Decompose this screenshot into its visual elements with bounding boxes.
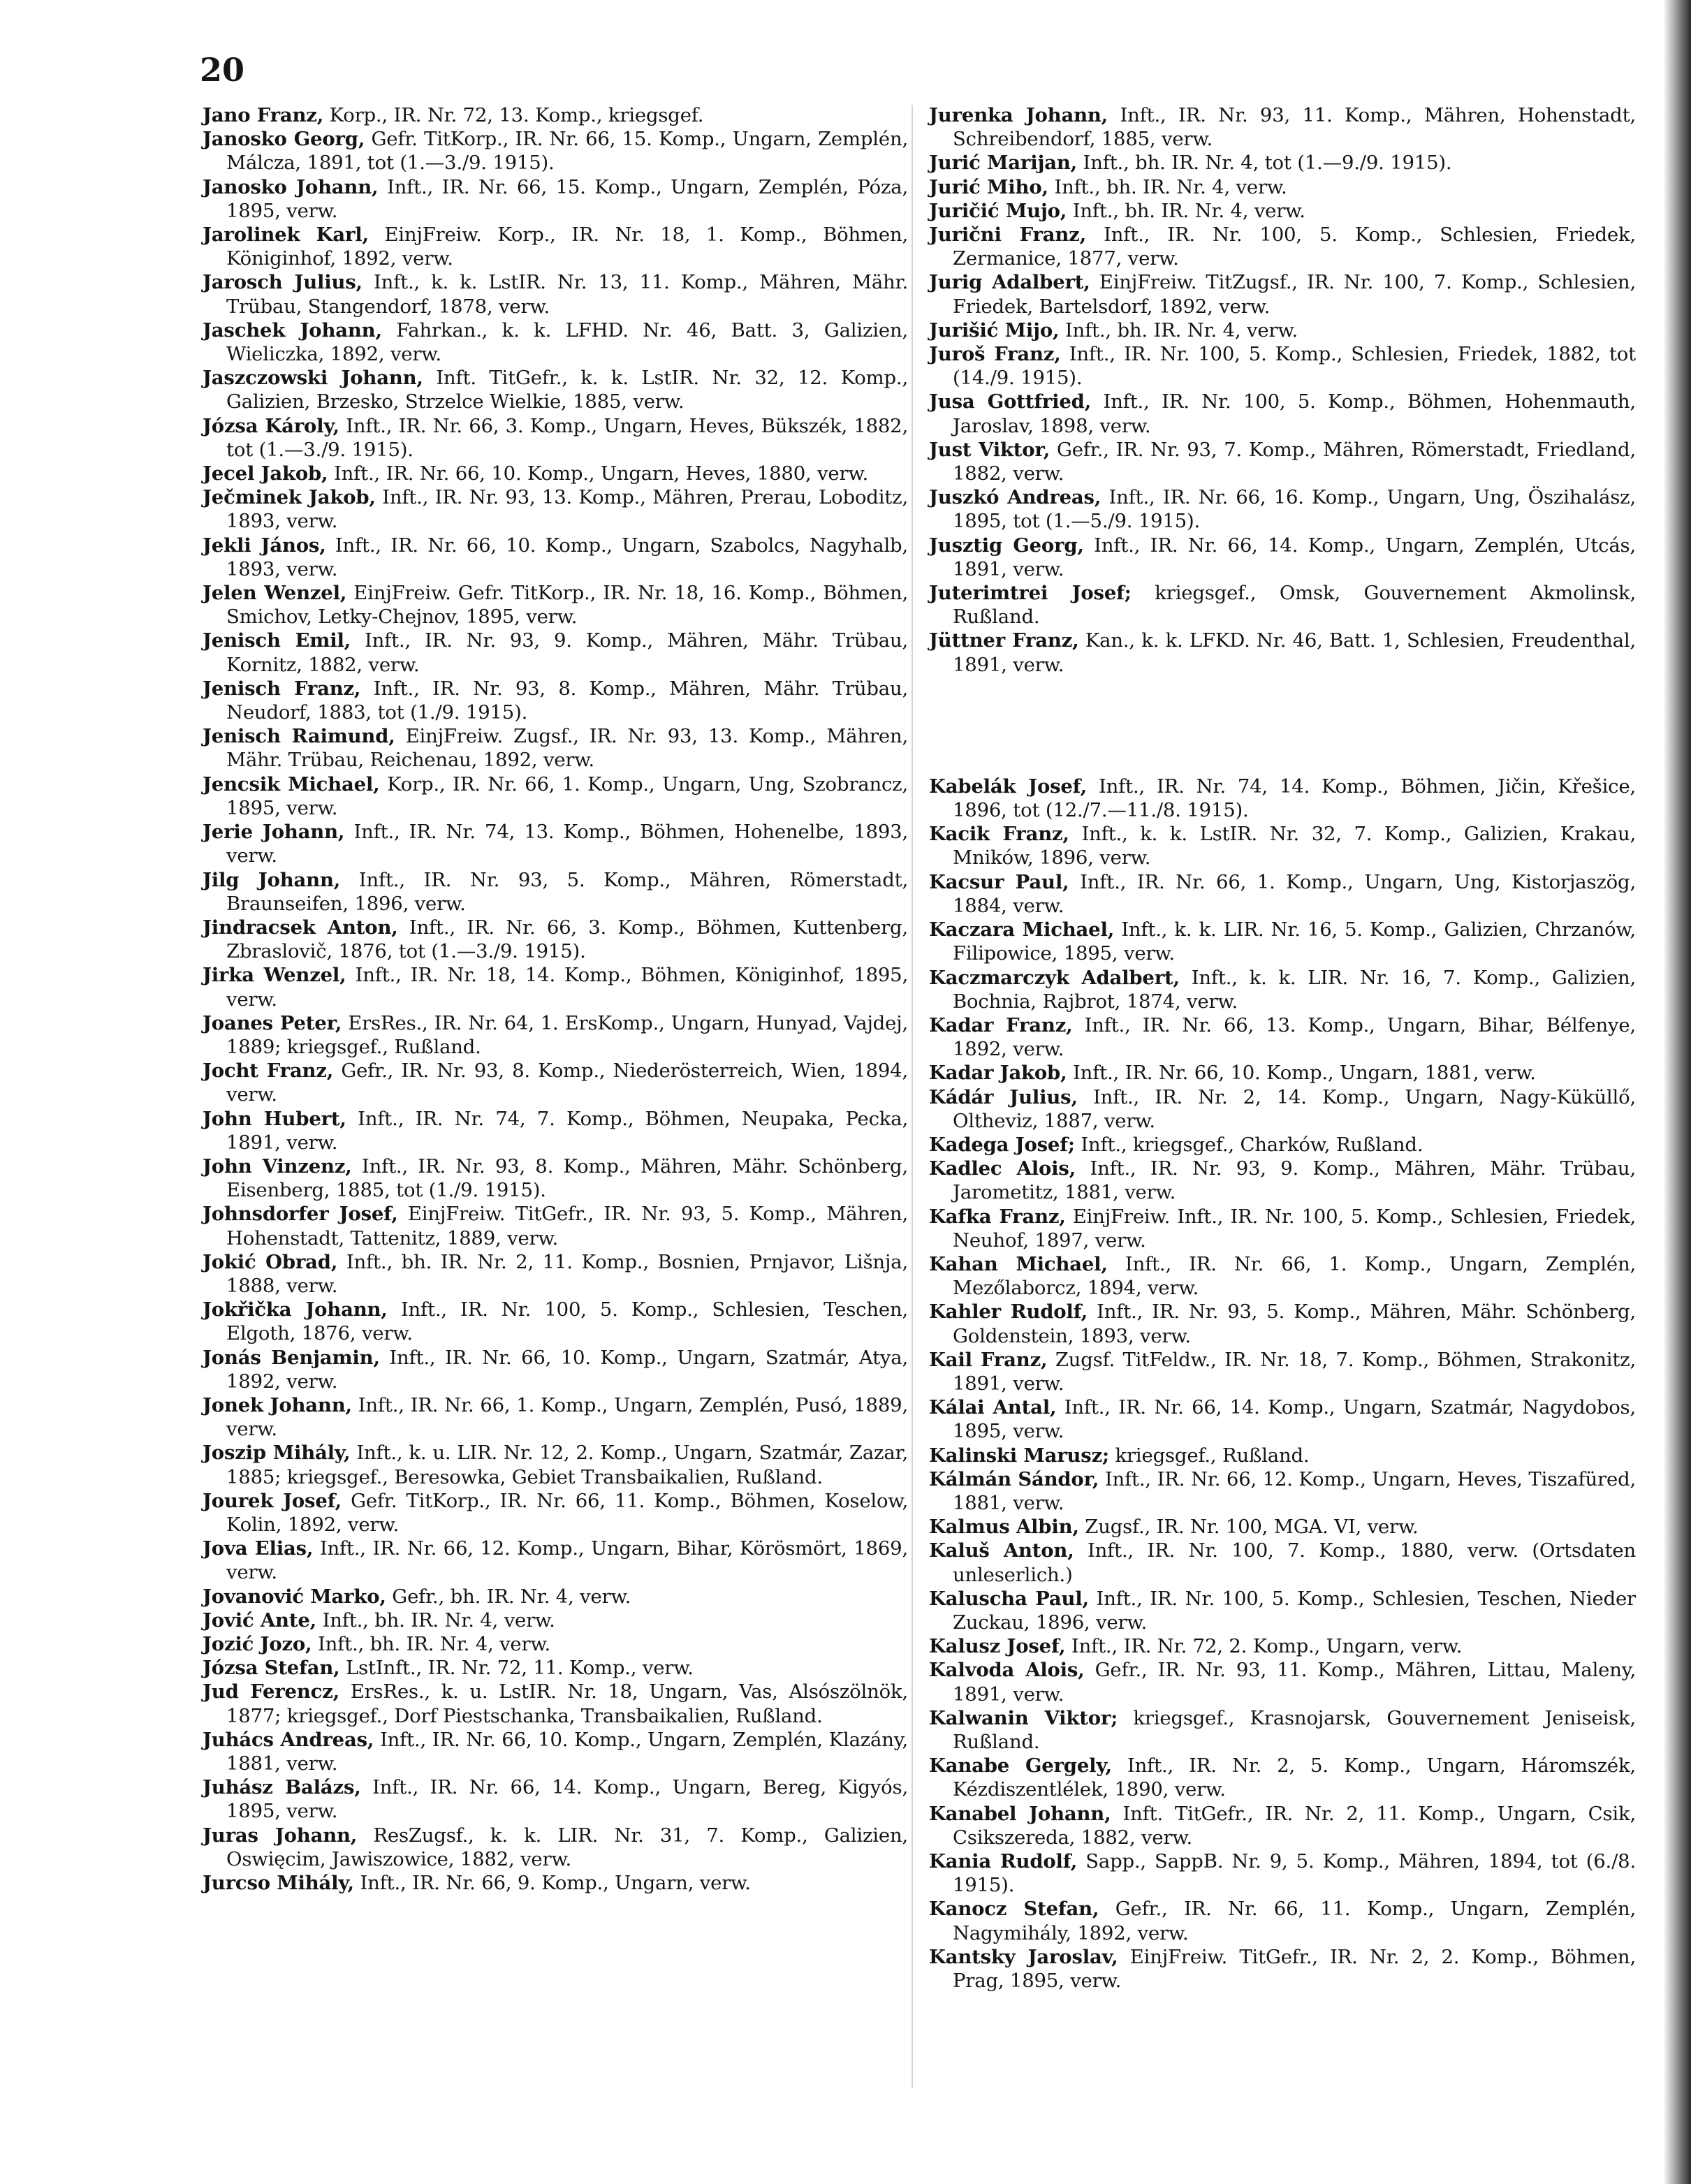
- entry-name: Just Viktor,: [929, 438, 1051, 461]
- register-entry: [929, 870, 1636, 918]
- register-entry: [203, 270, 908, 318]
- page-number: 20: [200, 51, 245, 89]
- entry-details: Inft., k. k. LstIR. Nr. 32, 7. Komp., Galizien, Krakau, Mników, 1896, verw.: [953, 823, 1637, 870]
- register-entry: [203, 103, 908, 127]
- entry-details: Inft., bh. IR. Nr. 4, verw.: [1054, 175, 1287, 198]
- entry-details: Gefr., IR. Nr. 93, 11. Komp., Mähren, Littau, Maleny, 1891, verw.: [953, 1659, 1636, 1706]
- entry-name: Józsa Károly,: [203, 414, 339, 437]
- entry-details: Inft., IR. Nr. 66, 15. Komp., Ungarn, Zemplén, Póza, 1895, verw.: [226, 175, 908, 222]
- register-entry: [929, 966, 1636, 1013]
- entry-details: LstInft., IR. Nr. 72, 11. Komp., verw.: [346, 1657, 694, 1680]
- entry-details: EinjFreiw. Zugsf., IR. Nr. 93, 13. Komp., Mähren, Mähr. Trübau, Reichenau, 1892, verw.: [226, 725, 909, 772]
- register-entry: [203, 1250, 908, 1298]
- entry-name: Joanes Peter,: [203, 1011, 342, 1034]
- register-entry: [929, 534, 1636, 581]
- register-entry: [203, 127, 908, 175]
- entry-details: Inft., bh. IR. Nr. 4, verw.: [317, 1633, 551, 1655]
- entry-name: Kaczara Michael,: [929, 918, 1115, 941]
- entry-details: Inft., IR. Nr. 93, 9. Komp., Mähren, Mähr. Trübau, Kornitz, 1882, verw.: [226, 629, 908, 676]
- entry-details: Inft., k. k. LIR. Nr. 16, 5. Komp., Galizien, Chrzanów, Filipowice, 1895, verw.: [953, 918, 1637, 965]
- entry-details: Fahrkan., k. k. LFHD. Nr. 46, Batt. 3, Galizien, Wieliczka, 1892, verw.: [226, 318, 908, 366]
- entry-name: Jaszczowski Johann,: [203, 367, 423, 390]
- register-entry: [929, 342, 1636, 390]
- entry-name: Kadlec Alois,: [929, 1157, 1076, 1180]
- register-entry: [203, 485, 908, 533]
- entry-details: Inft., IR. Nr. 74, 13. Komp., Böhmen, Hohenelbe, 1893, verw.: [226, 821, 908, 867]
- register-entry: [929, 199, 1636, 223]
- entry-details: Zugsf., IR. Nr. 100, MGA. VI, verw.: [1085, 1516, 1419, 1539]
- register-entry: [929, 1348, 1636, 1395]
- register-entry: [203, 1871, 908, 1895]
- register-entry: [929, 1634, 1636, 1658]
- entry-name: Kálai Antal,: [929, 1396, 1057, 1419]
- register-entry: [929, 175, 1636, 199]
- entry-name: Kabelák Josef,: [929, 775, 1088, 798]
- entry-name: Kantsky Jaroslav,: [929, 1945, 1118, 1968]
- register-entry: [929, 1157, 1636, 1204]
- register-entry: [929, 1252, 1636, 1300]
- left-column: [203, 103, 908, 1895]
- entry-name: Józsa Stefan,: [203, 1657, 340, 1680]
- entry-details: Inft., k. k. LstIR. Nr. 13, 11. Komp., Mähren, Mähr. Trübau, Stangendorf, 1878, verw.: [226, 271, 909, 318]
- register-entry: [203, 1489, 908, 1537]
- register-entry: [203, 175, 908, 223]
- register-entry: [203, 1728, 908, 1775]
- register-entry: [929, 438, 1636, 485]
- entry-details: EinjFreiw. Korp., IR. Nr. 18, 1. Komp., Böhmen, Königinhof, 1892, verw.: [226, 223, 908, 270]
- entry-name: Jud Ferencz,: [203, 1680, 339, 1703]
- entry-name: John Hubert,: [203, 1107, 346, 1130]
- page-edge-shadow: [1663, 0, 1691, 2184]
- entry-details: Inft., k. k. LIR. Nr. 16, 7. Komp., Galizien, Bochnia, Rajbrot, 1874, verw.: [953, 966, 1637, 1013]
- register-entry: [203, 629, 908, 676]
- entry-details: Inft., bh. IR. Nr. 4, verw.: [1064, 318, 1298, 342]
- register-entry: [203, 1585, 908, 1608]
- register-entry: [929, 270, 1636, 318]
- entry-details: Inft., IR. Nr. 66, 9. Komp., Ungarn, verw.: [360, 1872, 751, 1895]
- register-entry: [929, 1133, 1636, 1157]
- entry-name: Jurišić Mijo,: [929, 318, 1060, 342]
- entry-details: Gefr. TitKorp., IR. Nr. 66, 15. Komp., Ungarn, Zemplén, Málcza, 1891, tot (1.—3./9. 1915).: [226, 128, 908, 175]
- register-entry: [929, 318, 1636, 342]
- entry-details: Inft., IR. Nr. 93, 11. Komp., Mähren, Hohenstadt, Schreibendorf, 1885, verw.: [953, 104, 1636, 151]
- entry-details: Inft., IR. Nr. 100, 5. Komp., Schlesien, Friedek, 1882, tot (14./9. 1915).: [953, 343, 1636, 390]
- entry-details: Kan., k. k. LFKD. Nr. 46, Batt. 1, Schlesien, Freudenthal, 1891, verw.: [953, 629, 1637, 676]
- entry-details: Inft., IR. Nr. 66, 14. Komp., Ungarn, Bereg, Kigyós, 1895, verw.: [226, 1776, 908, 1823]
- entry-name: Jonek Johann,: [203, 1393, 352, 1416]
- entry-name: Juterimtrei Josef;: [929, 582, 1132, 605]
- register-entry: [929, 1061, 1636, 1085]
- entry-details: Inft., IR. Nr. 93, 8. Komp., Mähren, Mähr. Schönberg, Eisenberg, 1885, tot (1./9. 1915).: [226, 1155, 908, 1202]
- register-entry: [203, 534, 908, 581]
- entry-name: Jencsik Michael,: [203, 772, 380, 796]
- register-entry: [203, 1059, 908, 1106]
- entry-name: Jekli János,: [203, 534, 326, 557]
- entry-name: Jusztig Georg,: [929, 534, 1084, 557]
- entry-name: Jurig Adalbert,: [929, 271, 1090, 294]
- entry-details: Inft., IR. Nr. 100, 5. Komp., Schlesien, Teschen, Nieder Zuckau, 1896, verw.: [953, 1587, 1637, 1634]
- register-entry: [929, 1658, 1636, 1706]
- register-entry: [929, 1587, 1636, 1634]
- entry-name: Jenisch Franz,: [203, 677, 361, 700]
- entry-details: Inft., IR. Nr. 93, 5. Komp., Mähren, Mähr. Schönberg, Goldenstein, 1893, verw.: [953, 1300, 1637, 1347]
- register-entry: [929, 1300, 1636, 1347]
- register-entry: [929, 1085, 1636, 1133]
- entry-details: Inft., IR. Nr. 2, 14. Komp., Ungarn, Nagy-Küküllő, Oltheviz, 1887, verw.: [953, 1085, 1636, 1132]
- register-entry: [203, 916, 908, 963]
- entry-details: Inft., k. u. LIR. Nr. 12, 2. Komp., Ungarn, Szatmár, Zazar, 1885; kriegsgef., Beresowka, Gebiet Transbaikalien, Rußland.: [226, 1442, 908, 1488]
- entry-name: Kacik Franz,: [929, 823, 1069, 846]
- entry-details: Inft., IR. Nr. 100, 5. Komp., Böhmen, Hohenmauth, Jaroslav, 1898, verw.: [953, 390, 1636, 437]
- entry-name: Jurić Miho,: [929, 175, 1048, 198]
- register-entry: [203, 1011, 908, 1059]
- entry-name: Jaschek Johann,: [203, 318, 382, 342]
- register-entry: [929, 1539, 1636, 1586]
- entry-details: Gefr., IR. Nr. 93, 7. Komp., Mähren, Römerstadt, Friedland, 1882, verw.: [953, 438, 1637, 485]
- entry-details: Inft., IR. Nr. 66, 13. Komp., Ungarn, Bihar, Bélfenye, 1892, verw.: [953, 1013, 1636, 1061]
- entry-details: EinjFreiw. Gefr. TitKorp., IR. Nr. 18, 16. Komp., Böhmen, Smichov, Letky-Chejnov, 1895, verw.: [226, 582, 909, 629]
- register-entry: [929, 1205, 1636, 1252]
- register-entry: [203, 1775, 908, 1823]
- entry-details: Inft., IR. Nr. 66, 12. Komp., Ungarn, Bihar, Körösmört, 1869, verw.: [226, 1537, 908, 1584]
- entry-details: EinjFreiw. TitGefr., IR. Nr. 93, 5. Komp., Mähren, Hohenstadt, Tattenitz, 1889, verw.: [226, 1203, 908, 1249]
- entry-name: Kanocz Stefan,: [929, 1898, 1099, 1921]
- entry-name: Kanabel Johann,: [929, 1802, 1111, 1825]
- entry-name: Juričić Mujo,: [929, 199, 1067, 222]
- entry-name: Jozić Jozo,: [203, 1633, 312, 1655]
- register-entry: [929, 1013, 1636, 1061]
- entry-name: Jano Franz,: [203, 104, 324, 126]
- entry-details: Gefr., IR. Nr. 93, 8. Komp., Niederösterreich, Wien, 1894, verw.: [226, 1060, 908, 1106]
- register-entry: [929, 1849, 1636, 1897]
- register-entry: [203, 1608, 908, 1632]
- register-entry: [929, 775, 1636, 822]
- column-divider: [912, 105, 913, 2088]
- entry-name: Jelen Wenzel,: [203, 582, 347, 605]
- register-entry: [203, 1537, 908, 1584]
- register-entry: [203, 724, 908, 772]
- entry-details: Gefr., bh. IR. Nr. 4, verw.: [392, 1585, 631, 1608]
- register-entry: [203, 1202, 908, 1249]
- register-entry: [929, 1706, 1636, 1754]
- entry-details: Inft., bh. IR. Nr. 4, verw.: [322, 1608, 555, 1632]
- entry-details: EinjFreiw. TitZugsf., IR. Nr. 100, 7. Komp., Schlesien, Friedek, Bartelsdorf, 1892, verw.: [953, 271, 1636, 318]
- entry-name: Kaluscha Paul,: [929, 1587, 1089, 1610]
- entry-details: Inft., IR. Nr. 66, 3. Komp., Ungarn, Heves, Bükszék, 1882, tot (1.—3./9. 1915).: [226, 414, 909, 461]
- register-entry: [203, 318, 908, 366]
- register-entry: [929, 151, 1636, 175]
- register-entry: [203, 963, 908, 1011]
- entry-details: Gefr. TitKorp., IR. Nr. 66, 11. Komp., Böhmen, Koselow, Kolin, 1892, verw.: [226, 1489, 908, 1536]
- entry-name: Jonás Benjamin,: [203, 1346, 380, 1369]
- entry-name: Kafka Franz,: [929, 1205, 1066, 1228]
- right-column-j-section: [929, 103, 1636, 677]
- register-entry: [203, 462, 908, 485]
- entry-details: Inft., IR. Nr. 66, 10. Komp., Ungarn, Heves, 1880, verw.: [333, 462, 869, 485]
- entry-name: Jović Ante,: [203, 1608, 317, 1632]
- entry-details: Inft., IR. Nr. 66, 14. Komp., Ungarn, Zemplén, Utcás, 1891, verw.: [953, 534, 1636, 580]
- entry-details: Inft., IR. Nr. 66, 12. Komp., Ungarn, Heves, Tiszafüred, 1881, verw.: [953, 1467, 1637, 1514]
- entry-details: Inft., IR. Nr. 72, 2. Komp., Ungarn, verw.: [1071, 1635, 1463, 1658]
- entry-name: Juroš Franz,: [929, 343, 1061, 366]
- entry-name: Jovanović Marko,: [203, 1585, 386, 1608]
- entry-name: Jocht Franz,: [203, 1060, 334, 1083]
- entry-name: Kadar Franz,: [929, 1013, 1073, 1036]
- entry-name: Kalwanin Viktor;: [929, 1706, 1118, 1729]
- entry-name: Juhács Andreas,: [203, 1728, 374, 1751]
- register-entry: [929, 1802, 1636, 1849]
- entry-name: Kaluš Anton,: [929, 1539, 1074, 1562]
- entry-name: Kádár Julius,: [929, 1085, 1078, 1108]
- entry-details: Inft., IR. Nr. 93, 5. Komp., Mähren, Römerstadt, Braunseifen, 1896, verw.: [226, 868, 908, 915]
- entry-details: ResZugsf., k. k. LIR. Nr. 31, 7. Komp., Galizien, Oswięcim, Jawiszowice, 1882, verw.: [226, 1824, 908, 1870]
- entry-details: Korp., IR. Nr. 72, 13. Komp., kriegsgef.: [329, 104, 704, 126]
- entry-details: Inft., IR. Nr. 66, 16. Komp., Ungarn, Ung, Öszihalász, 1895, tot (1.—5./9. 1915).: [953, 486, 1637, 533]
- entry-name: Kania Rudolf,: [929, 1850, 1078, 1873]
- register-entry: [203, 1393, 908, 1441]
- register-entry: [929, 1444, 1636, 1467]
- entry-details: Sapp., SappB. Nr. 9, 5. Komp., Mähren, 1894, tot (6./8. 1915).: [953, 1850, 1636, 1897]
- register-entry: [203, 581, 908, 629]
- entry-name: Jurični Franz,: [929, 223, 1086, 247]
- register-entry: [929, 1897, 1636, 1944]
- register-entry: [203, 677, 908, 724]
- register-entry: [203, 1632, 908, 1656]
- entry-details: Inft., IR. Nr. 74, 7. Komp., Böhmen, Neupaka, Pecka, 1891, verw.: [226, 1107, 909, 1154]
- entry-details: ErsRes., IR. Nr. 64, 1. ErsKomp., Ungarn, Hunyad, Vajdej, 1889; kriegsgef., Rußland.: [226, 1011, 908, 1058]
- entry-details: Inft., IR. Nr. 66, 1. Komp., Ungarn, Ung, Kistorjaszög, 1884, verw.: [953, 870, 1636, 917]
- entry-name: Jindracsek Anton,: [203, 916, 398, 939]
- entry-name: Jokić Obrad,: [203, 1250, 338, 1273]
- entry-name: Kalvoda Alois,: [929, 1659, 1085, 1682]
- entry-name: Jenisch Raimund,: [203, 725, 395, 748]
- entry-name: Kail Franz,: [929, 1348, 1048, 1371]
- entry-details: Inft., IR. Nr. 93, 9. Komp., Mähren, Mähr. Trübau, Jarometitz, 1881, verw.: [953, 1157, 1636, 1204]
- entry-details: Inft., bh. IR. Nr. 4, verw.: [1072, 199, 1305, 222]
- entry-name: Kacsur Paul,: [929, 870, 1069, 893]
- entry-details: Inft., kriegsgef., Charków, Rußland.: [1081, 1133, 1423, 1156]
- entry-details: Inft., IR. Nr. 18, 14. Komp., Böhmen, Königinhof, 1895, verw.: [226, 964, 908, 1011]
- entry-details: Inft. TitGefr., IR. Nr. 2, 11. Komp., Ungarn, Csik, Csikszereda, 1882, verw.: [953, 1802, 1636, 1849]
- register-entry: [203, 223, 908, 270]
- entry-details: Inft., IR. Nr. 74, 14. Komp., Böhmen, Jičin, Křešice, 1896, tot (12./7.—11./8. 1915).: [953, 775, 1637, 822]
- entry-name: Kálmán Sándor,: [929, 1467, 1099, 1490]
- entry-name: Kadega Josef;: [929, 1133, 1075, 1156]
- entry-details: Inft., IR. Nr. 100, 5. Komp., Schlesien, Friedek, Zermanice, 1877, verw.: [953, 223, 1637, 270]
- entry-details: Inft., IR. Nr. 66, 10. Komp., Ungarn, 1881, verw.: [1073, 1062, 1536, 1085]
- entry-details: Inft., IR. Nr. 100, 5. Komp., Schlesien, Teschen, Elgoth, 1876, verw.: [226, 1298, 909, 1345]
- entry-details: Inft., IR. Nr. 66, 3. Komp., Böhmen, Kuttenberg, Zbraslovič, 1876, tot (1.—3./9. 1915).: [226, 916, 908, 963]
- entry-details: Korp., IR. Nr. 66, 1. Komp., Ungarn, Ung, Szobrancz, 1895, verw.: [226, 772, 908, 819]
- register-entry: [929, 1754, 1636, 1801]
- entry-name: Kadar Jakob,: [929, 1062, 1067, 1085]
- register-entry: [203, 772, 908, 820]
- entry-name: Jerie Johann,: [203, 821, 345, 844]
- right-column: [929, 103, 1636, 1993]
- register-entry: [203, 1107, 908, 1155]
- entry-name: Johnsdorfer Josef,: [203, 1203, 398, 1226]
- entry-details: ErsRes., k. u. LstIR. Nr. 18, Ungarn, Vas, Alsószölnök, 1877; kriegsgef., Dorf Piestschanka, Transbaikalien, Rußland.: [226, 1680, 909, 1727]
- register-entry: [203, 1155, 908, 1202]
- entry-name: John Vinzenz,: [203, 1155, 352, 1178]
- entry-name: Juras Johann,: [203, 1824, 358, 1847]
- entry-name: Joszip Mihály,: [203, 1442, 351, 1465]
- entry-name: Kanabe Gergely,: [929, 1754, 1112, 1778]
- entry-details: Inft., IR. Nr. 66, 1. Komp., Ungarn, Zemplén, Mezőlaborcz, 1894, verw.: [953, 1252, 1636, 1300]
- register-entry: [203, 1680, 908, 1727]
- entry-name: Kahan Michael,: [929, 1252, 1108, 1275]
- entry-name: Jecel Jakob,: [203, 462, 328, 485]
- entry-name: Kalusz Josef,: [929, 1635, 1066, 1658]
- entry-name: Jokřička Johann,: [203, 1298, 388, 1321]
- register-entry: [929, 390, 1636, 437]
- entry-name: Jurenka Johann,: [929, 104, 1108, 126]
- entry-name: Juhász Balázs,: [203, 1776, 361, 1799]
- register-entry: [929, 581, 1636, 629]
- entry-details: Inft., IR. Nr. 66, 14. Komp., Ungarn, Szatmár, Nagydobos, 1895, verw.: [953, 1396, 1637, 1443]
- register-entry: [203, 1441, 908, 1488]
- entry-details: EinjFreiw. Inft., IR. Nr. 100, 5. Komp., Schlesien, Friedek, Neuhof, 1897, verw.: [953, 1205, 1636, 1252]
- entry-details: Inft. TitGefr., k. k. LstIR. Nr. 32, 12. Komp., Galizien, Brzesko, Strzelce Wielkie, 1885, verw.: [226, 367, 908, 413]
- entry-name: Jüttner Franz,: [929, 629, 1079, 652]
- entry-details: Inft., IR. Nr. 93, 8. Komp., Mähren, Mähr. Trübau, Neudorf, 1883, tot (1./9. 1915).: [226, 677, 909, 724]
- entry-name: Jurić Marijan,: [929, 152, 1077, 175]
- register-entry: [929, 223, 1636, 270]
- entry-details: Gefr., IR. Nr. 66, 11. Komp., Ungarn, Zemplén, Nagymihály, 1892, verw.: [953, 1898, 1637, 1944]
- register-entry: [929, 1515, 1636, 1539]
- entry-details: kriegsgef., Omsk, Gouvernement Akmolinsk, Rußland.: [953, 582, 1636, 629]
- entry-name: Jourek Josef,: [203, 1489, 342, 1512]
- register-entry: [203, 868, 908, 916]
- entry-name: Kahler Rudolf,: [929, 1300, 1088, 1324]
- register-entry: [929, 103, 1636, 151]
- entry-details: Inft., IR. Nr. 66, 10. Komp., Ungarn, Szatmár, Atya, 1892, verw.: [226, 1346, 908, 1393]
- register-entry: [203, 820, 908, 867]
- entry-name: Jova Elias,: [203, 1537, 314, 1560]
- entry-details: Inft., bh. IR. Nr. 4, tot (1.—9./9. 1915).: [1083, 152, 1452, 175]
- register-entry: [929, 1945, 1636, 1993]
- entry-name: Juszkó Andreas,: [929, 486, 1101, 509]
- entry-name: Jusa Gottfried,: [929, 390, 1092, 413]
- register-entry: [929, 1395, 1636, 1443]
- entry-name: Jarosch Julius,: [203, 271, 363, 294]
- register-entry: [203, 1824, 908, 1871]
- entry-details: Inft., IR. Nr. 66, 10. Komp., Ungarn, Zemplén, Klazány, 1881, verw.: [226, 1728, 908, 1775]
- entry-details: EinjFreiw. TitGefr., IR. Nr. 2, 2. Komp., Böhmen, Prag, 1895, verw.: [953, 1945, 1636, 1993]
- entry-details: Inft., IR. Nr. 93, 13. Komp., Mähren, Prerau, Loboditz, 1893, verw.: [226, 486, 908, 533]
- entry-name: Janosko Georg,: [203, 128, 365, 151]
- register-entry: [203, 1346, 908, 1393]
- entry-name: Kalinski Marusz;: [929, 1444, 1109, 1467]
- register-entry: [203, 366, 908, 413]
- entry-details: kriegsgef., Rußland.: [1115, 1444, 1310, 1467]
- register-entry: [929, 918, 1636, 965]
- register-entry: [203, 414, 908, 462]
- entry-details: Inft., bh. IR. Nr. 2, 11. Komp., Bosnien, Prnjavor, Lišnja, 1888, verw.: [226, 1250, 908, 1297]
- entry-details: kriegsgef., Krasnojarsk, Gouvernement Jeniseisk, Rußland.: [953, 1706, 1636, 1753]
- register-entry: [203, 1656, 908, 1680]
- entry-name: Jurcso Mihály,: [203, 1872, 354, 1895]
- entry-name: Jirka Wenzel,: [203, 964, 346, 987]
- register-entry: [203, 1298, 908, 1345]
- entry-name: Kaczmarczyk Adalbert,: [929, 966, 1180, 989]
- entry-name: Kalmus Albin,: [929, 1516, 1079, 1539]
- entry-name: Jilg Johann,: [203, 868, 341, 891]
- register-entry: [929, 822, 1636, 870]
- register-entry: [929, 485, 1636, 533]
- entry-details: Inft., IR. Nr. 2, 5. Komp., Ungarn, Háromszék, Kézdiszentlélek, 1890, verw.: [953, 1754, 1636, 1801]
- entry-name: Janosko Johann,: [203, 175, 379, 198]
- entry-details: Zugsf. TitFeldw., IR. Nr. 18, 7. Komp., Böhmen, Strakonitz, 1891, verw.: [953, 1348, 1636, 1395]
- right-column-k-section: [929, 775, 1636, 1993]
- register-entry: [929, 629, 1636, 676]
- entry-name: Jarolinek Karl,: [203, 223, 369, 247]
- section-gap: [929, 677, 1636, 775]
- entry-name: Ječminek Jakob,: [203, 486, 376, 509]
- entry-details: Inft., IR. Nr. 100, 7. Komp., 1880, verw. (Ortsdaten unleserlich.): [953, 1539, 1636, 1586]
- register-entry: [929, 1467, 1636, 1515]
- entry-details: Inft., IR. Nr. 66, 1. Komp., Ungarn, Zemplén, Pusó, 1889, verw.: [226, 1393, 908, 1441]
- entry-details: Inft., IR. Nr. 66, 10. Komp., Ungarn, Szabolcs, Nagyhalb, 1893, verw.: [226, 534, 909, 580]
- entry-name: Jenisch Emil,: [203, 629, 351, 652]
